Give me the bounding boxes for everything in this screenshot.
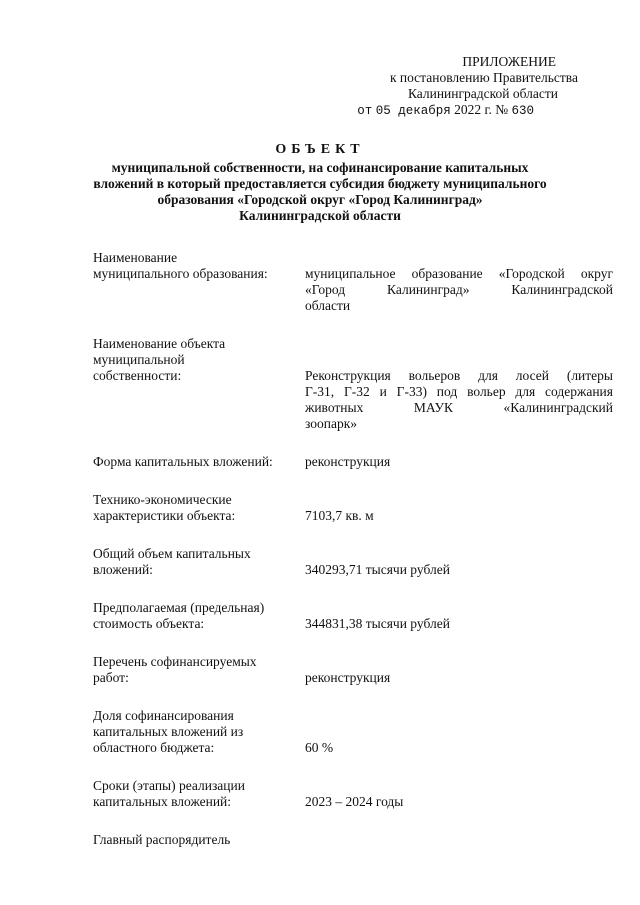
field-row <box>93 454 613 470</box>
field-value <box>305 336 613 432</box>
field-label-line: муниципальной <box>93 352 185 367</box>
field-value <box>305 546 613 578</box>
appendix-title: ПРИЛОЖЕНИЕ <box>462 54 556 69</box>
field-value-line: 344831,38 тысячи рублей <box>305 616 450 631</box>
field-value <box>305 832 613 848</box>
field-label-line: Перечень софинансируемых <box>93 654 257 669</box>
field-value-line: 340293,71 тысячи рублей <box>305 562 450 577</box>
field-value-line: области <box>305 298 351 313</box>
field-value <box>305 778 613 810</box>
field-value-line: Г-31, Г-32 и Г-33) под вольер для содержания <box>305 384 613 399</box>
date-value: 05 декабря <box>375 104 451 118</box>
field-label-line: капитальных вложений: <box>93 794 232 809</box>
document-number: 630 <box>511 104 534 118</box>
field-value-line: реконструкция <box>305 670 391 685</box>
title-subtitle <box>70 160 570 224</box>
field-label <box>93 654 305 686</box>
field-value-line: муниципальное образование «Городской округ <box>305 266 613 281</box>
field-label-line: вложений: <box>93 562 153 577</box>
field-label-line: характеристики объекта: <box>93 508 236 523</box>
field-label-line: капитальных вложений из <box>93 724 244 739</box>
field-row <box>93 832 613 848</box>
field-value-line: реконструкция <box>305 454 391 469</box>
number-prefix: № <box>495 102 509 117</box>
field-label <box>93 454 305 470</box>
field-value-line: Реконструкция вольеров для лосей (литеры <box>305 368 613 383</box>
appendix-line-resolution: к постановлению Правительства <box>389 70 578 85</box>
field-label <box>93 832 305 848</box>
field-value-line: зоопарк» <box>305 416 358 431</box>
field-row <box>93 654 613 686</box>
field-label-line: Главный распорядитель <box>93 832 231 847</box>
field-label-line: областного бюджета: <box>93 740 215 755</box>
field-value-line: «Город Калининград» Калининградской <box>305 282 613 297</box>
field-value-line: 7103,7 кв. м <box>305 508 374 523</box>
title-line: образования «Городской округ «Город Калининград» <box>157 192 483 207</box>
field-value <box>305 654 613 686</box>
field-label-line: муниципального образования: <box>93 266 268 281</box>
title-line: Калининградской области <box>239 208 401 223</box>
field-row <box>93 250 613 314</box>
field-label <box>93 492 305 524</box>
field-value <box>305 454 613 470</box>
date-year: 2022 г. <box>454 102 492 117</box>
title-line: вложений в который предоставляется субсидия бюджету муниципального <box>93 176 547 191</box>
field-value <box>305 708 613 756</box>
fields-list <box>93 250 613 870</box>
field-label-line: Наименование <box>93 250 178 265</box>
field-label-line: Доля софинансирования <box>93 708 234 723</box>
field-label-line: Сроки (этапы) реализации <box>93 778 245 793</box>
document-title <box>0 142 640 224</box>
field-label <box>93 778 305 810</box>
date-prefix: от <box>357 104 373 118</box>
appendix-date-line <box>350 102 610 119</box>
title-heading: ОБЪЕКТ <box>275 142 365 157</box>
field-label-line: Форма капитальных вложений: <box>93 454 273 469</box>
field-label <box>93 708 305 756</box>
field-label <box>93 546 305 578</box>
field-label-line: работ: <box>93 670 129 685</box>
field-row <box>93 708 613 756</box>
title-line: муниципальной собственности, на софинансирование капитальных <box>111 160 529 175</box>
field-row <box>93 492 613 524</box>
appendix-block <box>350 54 610 119</box>
field-row <box>93 600 613 632</box>
field-label-line: Общий объем капитальных <box>93 546 251 561</box>
field-label <box>93 250 305 314</box>
field-value-line: 60 % <box>305 740 334 755</box>
field-label-line: Предполагаемая (предельная) <box>93 600 265 615</box>
field-row <box>93 336 613 432</box>
field-label-line: собственности: <box>93 368 182 383</box>
field-label-line: Наименование объекта <box>93 336 226 351</box>
field-value <box>305 492 613 524</box>
appendix-line-region: Калининградской области <box>407 86 558 101</box>
field-label <box>93 600 305 632</box>
field-label-line: Технико-экономические <box>93 492 232 507</box>
field-label <box>93 336 305 432</box>
field-value-line: 2023 – 2024 годы <box>305 794 404 809</box>
field-row <box>93 546 613 578</box>
field-value <box>305 600 613 632</box>
field-row <box>93 778 613 810</box>
field-label-line: стоимость объекта: <box>93 616 205 631</box>
field-value <box>305 250 613 314</box>
field-value-line: животных МАУК «Калининградский <box>305 400 613 415</box>
